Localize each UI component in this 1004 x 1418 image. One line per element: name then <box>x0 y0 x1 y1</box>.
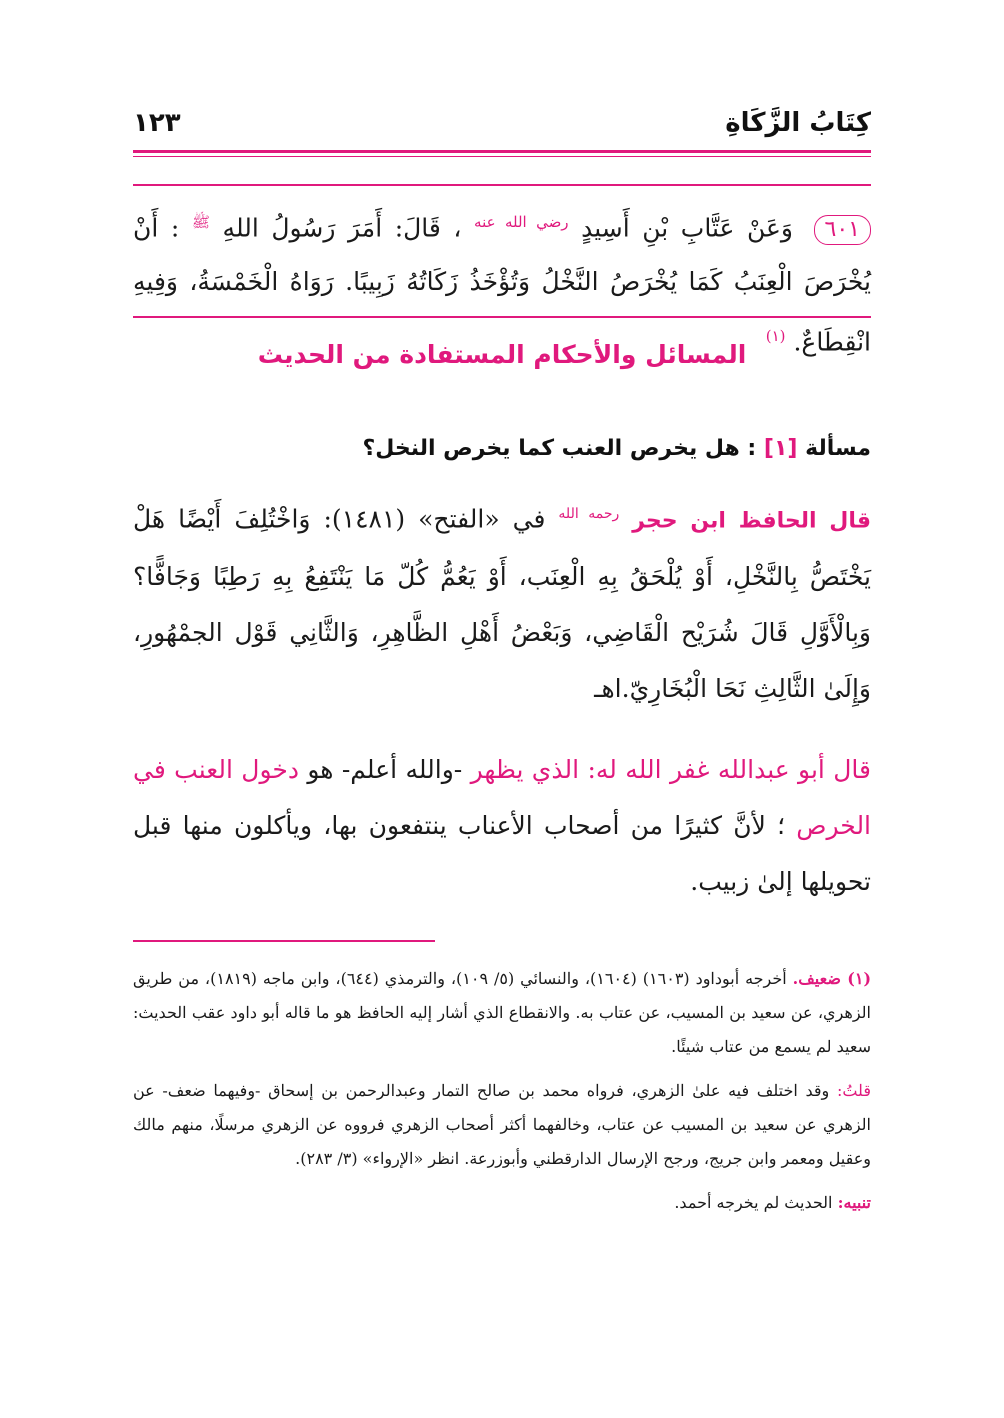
question-heading <box>133 436 871 461</box>
author-speaker: قال أبو عبدالله غفر الله له: <box>587 755 872 784</box>
footnote-reference[interactable]: (١) <box>765 327 786 346</box>
question-label: مسألة <box>805 436 871 461</box>
header-rule-thick <box>133 150 871 153</box>
footnote-note-label: قلتُ: <box>836 1081 871 1100</box>
author-highlight-2: دخول العنب في الخرص <box>133 755 872 840</box>
quote-speaker: قال الحافظ ابن حجر <box>632 508 871 534</box>
prophet-honorific: ﷺ <box>191 213 210 231</box>
footnote-1-text: أخرجه أبوداود (١٦٠٣) (١٦٠٤)، والنسائي (٥/ ١٠٩)، والترمذي (٦٤٤)، وابن ماجه (١٨١٩)، من طريق الزهري، عن سعيد بن المسيب، عن عتاب به. والانقطاع الذي أشار إليه الحافظ هو ما قاله أبو داود عقب الحديث: سعيد لم يسمع من عتاب شيئًا. <box>133 969 871 1056</box>
hadith-number-badge: ٦٠١ <box>814 215 871 245</box>
author-text-2: ؛ لأنَّ كثيرًا من أصحاب الأعناب ينتفعون بها، ويأكلون منها قبل تحويلها إلىٰ زبيب. <box>133 811 871 896</box>
ibn-hajar-quote <box>133 486 871 717</box>
page-number: ١٢٣ <box>133 108 181 138</box>
hadith-top-rule <box>133 184 871 186</box>
tanbih-label: تنبيه: <box>837 1193 871 1212</box>
hadith-part-1: وَعَنْ عَتَّابِ بْنِ أَسِيدٍ <box>581 213 793 243</box>
header-rule-thin <box>133 156 871 157</box>
speaker-honorific: رحمه الله <box>558 506 620 522</box>
companion-honorific: رضي الله عنه <box>474 213 569 231</box>
footnote-1 <box>133 962 871 1064</box>
footnote-separator <box>133 940 435 942</box>
footnote-1-label: (١) ضعيف. <box>792 969 872 988</box>
running-header <box>133 108 871 158</box>
footnote-note-text: وقد اختلف فيه علىٰ الزهري، فرواه محمد بن صالح التمار وعبدالرحمن بن إسحاق -وفيهما ضعف- عن الزهري عن سعيد بن المسيب عن عتاب، وخالفهما أكثر أصحاب الزهري فرووه عن الزهري مرسلًا، منهم مالك وعقيل ومعمر وابن جريج، ورجح الإرسال الدارقطني وأبوزرعة. انظر «الإرواء» (٣/ ٢٨٣). <box>133 1081 871 1168</box>
quote-body: في «الفتح» (١٤٨١): وَاخْتُلِفَ أَيْضًا هَلْ يَخْتَصُّ بِالنَّخْلِ، أَوْ يُلْحَقُ بِهِ الْعِنَب، أَوْ يَعُمُّ كُلّ مَا يَنْتَفِعُ بِهِ رَطِبًا وَجَافًّا؟ وَبِالْأَوَّلِ قَالَ شُرَيْح الْقَاضِي، وَبَعْضُ أَهْلِ الظَّاهِرِ، وَالثَّانِي قَوْل الجمْهُورِ، وَإِلَىٰ الثَّالِثِ نَحَا الْبُخَارِيّ.اهـ <box>133 504 871 704</box>
book-title: كِتَابُ الزَّكَاةِ <box>725 108 871 138</box>
author-comment <box>133 742 871 910</box>
tanbih-text: الحديث لم يخرجه أحمد. <box>674 1193 833 1212</box>
section-title: المسائل والأحكام المستفادة من الحديث <box>257 340 747 369</box>
author-highlight-1: الذي يظهر <box>470 755 580 784</box>
footnotes <box>133 962 871 1230</box>
footnote-note <box>133 1074 871 1176</box>
hadith-part-3: : أَنْ يُخْرَصَ الْعِنَبُ كَمَا يُخْرَصُ النَّخْلُ وَتُؤْخَذُ زَكَاتُهُ زَبِيبًا. رَوَاهُ الْخَمْسَةُ، وَفِيهِ انْقِطَاعٌ. <box>133 213 871 357</box>
question-number: [١] <box>763 436 798 461</box>
hadith-bottom-rule <box>133 316 871 318</box>
footnote-tanbih <box>133 1186 871 1220</box>
question-text: : هل يخرص العنب كما يخرص النخل؟ <box>362 436 757 461</box>
hadith-part-2: ، قَالَ: أَمَرَ رَسُولُ اللهِ <box>222 213 462 243</box>
author-text-1: -والله أعلم- هو <box>298 755 463 784</box>
